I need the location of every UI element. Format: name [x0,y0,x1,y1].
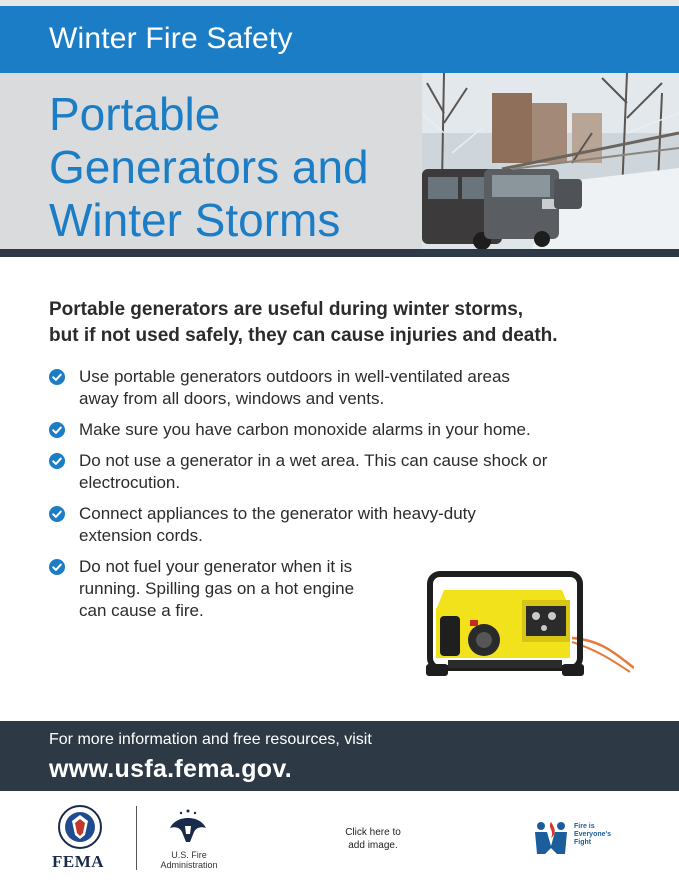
title-line-2: Generators and [49,141,369,193]
usfa-line: U.S. Fire [171,850,207,860]
dhs-seal-icon [58,805,102,849]
intro-text [49,297,649,349]
add-image-placeholder[interactable] [334,826,412,852]
footer-url-link[interactable]: www.usfa.fema.gov. [49,755,292,783]
tip-line: away from all doors, windows and vents. [79,389,385,408]
tip-line: Make sure you have carbon monoxide alarms in your home. [79,420,531,439]
winter-street-illustration [422,73,679,249]
placeholder-line: Click here to [345,827,401,838]
fef-label [574,823,611,847]
tip-line: Do not fuel your generator when it is [79,557,353,576]
check-circle-icon [49,559,65,575]
footer-info-text: For more information and free resources, visit [49,731,372,748]
title-line-1: Portable [49,88,221,140]
tip-line: electrocution. [79,473,181,492]
winter-storm-photo [422,73,679,249]
fef-line: Everyone's [574,831,612,838]
tip-line: running. Spilling gas on a hot engine [79,579,355,598]
check-circle-icon [49,506,65,522]
fef-line: Fight [574,839,592,846]
check-circle-icon [49,453,65,469]
tip-item [49,419,609,441]
usfa-label [158,850,220,870]
tip-item [49,450,609,494]
tip-line: Connect appliances to the generator with heavy-duty [79,504,476,523]
eagle-icon [168,806,208,846]
fef-line: Fire is [574,823,595,830]
generator-image [412,560,634,692]
tip-line: Use portable generators outdoors in well-ventilated areas [79,367,510,386]
tip-item [49,366,609,410]
check-circle-icon [49,422,65,438]
header-divider [0,249,679,257]
tip-item [49,503,609,547]
logo-divider [136,806,137,870]
intro-line-1: Portable generators are useful during winter storms, [49,299,524,320]
title-line-3: Winter Storms [49,194,341,246]
fire-is-everyones-fight-logo [531,816,571,856]
section-title: Winter Fire Safety [49,22,293,55]
intro-line-2: but if not used safely, they can cause injuries and death. [49,325,558,346]
check-circle-icon [49,369,65,385]
tip-line: can cause a fire. [79,601,204,620]
tip-line: Do not use a generator in a wet area. This can cause shock or [79,451,548,470]
placeholder-line: add image. [348,840,398,851]
usfa-line: Administration [160,860,218,870]
fema-label: FEMA [52,852,105,871]
page-title [49,88,419,247]
tip-line: extension cords. [79,526,203,545]
